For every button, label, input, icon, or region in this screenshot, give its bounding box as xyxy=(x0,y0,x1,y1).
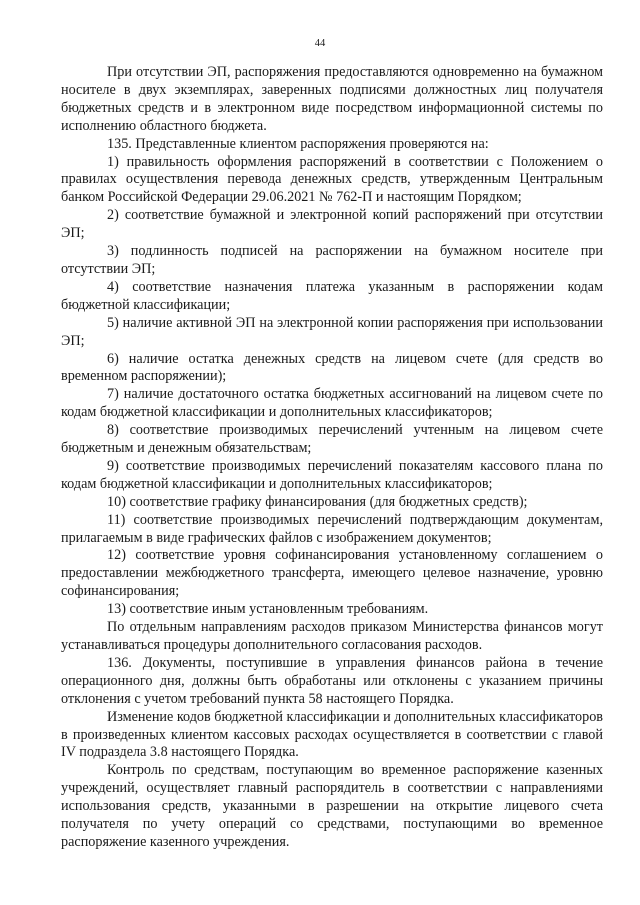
page-number: 44 xyxy=(314,38,326,49)
list-item: 2) соответствие бумажной и электронной копий распоряжений при отсутствии ЭП; xyxy=(61,207,603,242)
paragraph: Контроль по средствам, поступающим во временное распоряжение казенных учреждений, осуществляет главный распорядитель в соответствии с направлениями использования средств, указанными в разрешении на открытие лицевого счета получателя по учету операций со средствами, поступающими во временное распоряжение казенного учреждения. xyxy=(61,762,603,850)
document-body xyxy=(61,64,603,852)
list-item: 4) соответствие назначения платежа указанным в распоряжении кодам бюджетной классификации; xyxy=(61,278,603,313)
list-item: 5) наличие активной ЭП на электронной копии распоряжения при использовании ЭП; xyxy=(61,314,603,349)
paragraph: При отсутствии ЭП, распоряжения предоставляются одновременно на бумажном носителе в двух экземплярах, заверенных подписями должностных лиц получателя бюджетных средств и в электронном виде посредством информационной системы по исполнению областного бюджета. xyxy=(61,64,603,134)
list-item: 1) правильность оформления распоряжений в соответствии с Положением о правилах осуществления перевода денежных средств, утвержденным Центральным банком Российской Федерации 29.06.2021 № 762-П и настоящим Порядком; xyxy=(61,153,603,206)
list-item: 6) наличие остатка денежных средств на лицевом счете (для средств во временном распоряжении); xyxy=(61,350,603,385)
list-item: 3) подлинность подписей на распоряжении на бумажном носителе при отсутствии ЭП; xyxy=(61,243,603,277)
list-item: 7) наличие достаточного остатка бюджетных ассигнований на лицевом счете по кодам бюджетной классификации и дополнительных классификаторов; xyxy=(61,386,603,421)
paragraph: По отдельным направлениям расходов приказом Министерства финансов могут устанавливаться процедуры дополнительного согласования расходов. xyxy=(61,619,603,653)
paragraph: Изменение кодов бюджетной классификации и дополнительных классификаторов в произведенных клиентом кассовых расходах осуществляется в соответствии с главой IV подраздела 3.8 настоящего Порядка. xyxy=(61,708,603,761)
list-item: 11) соответствие производимых перечислений подтверждающим документам, прилагаемым в виде графических файлов с изображением документов; xyxy=(61,511,603,546)
list-item: 9) соответствие производимых перечислений показателям кассового плана по кодам бюджетной классификации и дополнительных классификаторов; xyxy=(61,457,603,492)
clause-136: 136. Документы, поступившие в управления финансов района в течение операционного дня, должны быть обработаны или отклонены с указанием причины отклонения с учетом требований пункта 58 настоящего Порядка. xyxy=(61,654,603,707)
clause-135-heading: 135. Представленные клиентом распоряжения проверяются на: xyxy=(107,135,489,152)
list-item: 8) соответствие производимых перечислений учтенным на лицевом счете бюджетным и денежным обязательствам; xyxy=(61,422,603,457)
list-item: 10) соответствие графику финансирования (для бюджетных средств); xyxy=(107,493,528,510)
list-item: 12) соответствие уровня софинансирования установленному соглашением о предоставлении межбюджетного трансферта, имеющего целевое назначение, уровню софинансирования; xyxy=(61,547,603,600)
list-item: 13) соответствие иным установленным требованиям. xyxy=(107,601,429,618)
